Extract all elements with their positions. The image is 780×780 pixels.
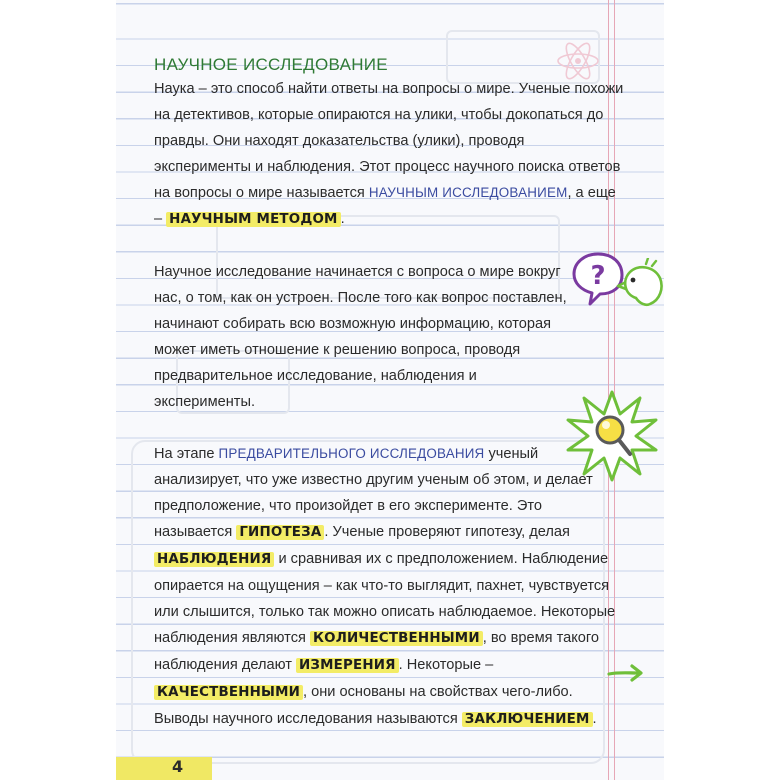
term-quantitative: КОЛИЧЕСТВЕННЫМИ	[310, 631, 483, 646]
term-measurements: ИЗМЕРЕНИЯ	[296, 658, 399, 673]
text-run: ученый анализирует, что уже известно другим ученым об этом, и делает предположение, что произойдет в его эксперименте. Это называется	[154, 446, 593, 540]
text-run: и сравнивая их с предположением. Наблюдение опирается на ощущения – как что-то выглядит, пахнет, чувствуется или слышится, только так можно описать наблюдаемое. Некоторые наблюдения являются	[154, 551, 616, 646]
text-run: , во время такого наблюдения делают	[154, 630, 599, 673]
text-run: На этапе	[154, 446, 219, 462]
page-title: НАУЧНОЕ ИССЛЕДОВАНИЕ	[154, 55, 388, 74]
term-preliminary-research: ПРЕДВАРИТЕЛЬНОГО ИССЛЕДОВАНИЯ	[218, 446, 485, 461]
term-observations: НАБЛЮДЕНИЯ	[154, 552, 274, 567]
page-number: 4	[172, 757, 184, 776]
paragraph-intro	[154, 76, 624, 233]
text-run: . Некоторые –	[398, 657, 494, 673]
text-run: . Ученые проверяют гипотезу, делая	[324, 524, 570, 540]
term-qualitative: КАЧЕСТВЕННЫМИ	[154, 685, 303, 700]
term-conclusion: ЗАКЛЮЧЕНИЕМ	[462, 712, 593, 727]
page-number-tab	[116, 757, 212, 780]
text-run: , они основаны на свойствах чего-либо. Выводы научного исследования называются	[154, 684, 573, 727]
term-scientific-method: НАУЧНЫМ МЕТОДОМ	[166, 212, 340, 227]
text-run: , а еще –	[154, 185, 616, 227]
article	[154, 50, 624, 733]
paragraph-hypothesis	[154, 441, 624, 733]
text-run: .	[592, 711, 597, 727]
term-hypothesis: ГИПОТЕЗА	[236, 525, 324, 540]
term-scientific-research: НАУЧНЫМ ИССЛЕДОВАНИЕМ	[368, 185, 568, 200]
text-run: Наука – это способ найти ответы на вопросы о мире. Ученые похожи на детективов, которые опираются на улики, чтобы докопаться до правды. Они находят доказательства (улики), проводя эксперименты и наблюдения. Этот процесс научного поиска ответов на вопросы о мире называется	[154, 81, 624, 201]
paragraph-question: Научное исследование начинается с вопроса о мире вокруг нас, о том, как он устроен. После того как вопрос поставлен, начинают собирать всю возможную информацию, которая может иметь отношение к решению вопроса, проводя предварительное исследование, наблюдения и эксперименты.	[154, 264, 567, 410]
text-run: .	[340, 211, 345, 227]
question-mark: ?	[590, 261, 606, 291]
